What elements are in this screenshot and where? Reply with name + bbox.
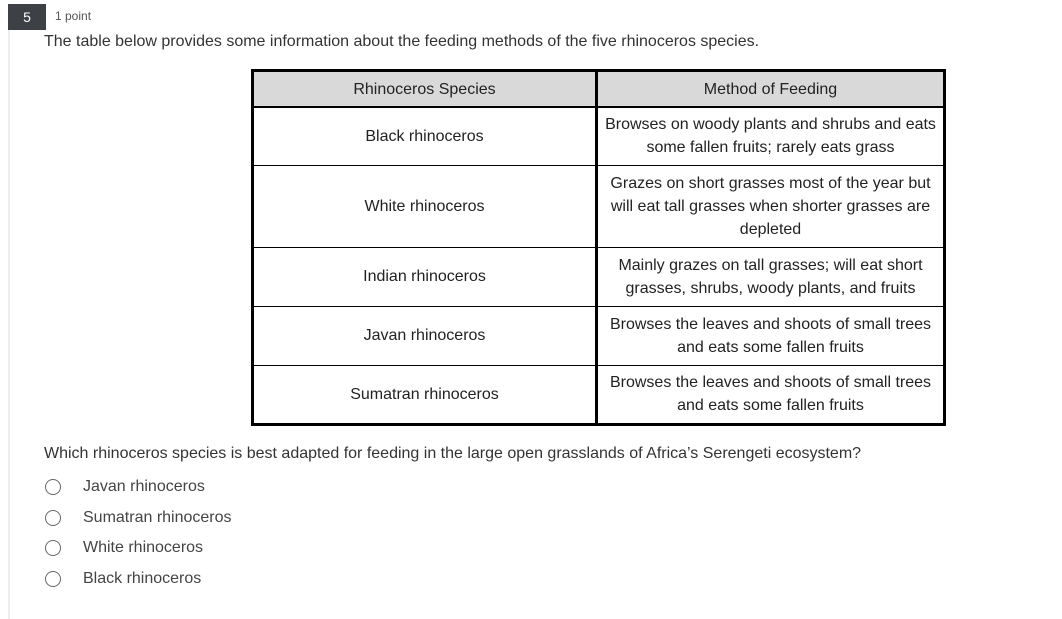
feeding-methods-table	[251, 69, 946, 426]
answer-option-label: Javan rhinoceros	[83, 478, 205, 496]
question-number-badge: 5	[8, 4, 46, 30]
answer-option-label: Sumatran rhinoceros	[83, 508, 232, 526]
answer-option-white[interactable]	[44, 533, 232, 564]
species-cell: Black rhinoceros	[253, 107, 597, 165]
radio-button-icon[interactable]	[45, 510, 61, 526]
table-header-row	[253, 71, 945, 108]
radio-button-icon[interactable]	[45, 540, 61, 556]
answer-option-label: White rhinoceros	[83, 539, 204, 557]
feeding-method-cell: Browses the leaves and shoots of small trees and eats some fallen fruits	[597, 306, 945, 365]
column-header-species: Rhinoceros Species	[253, 71, 597, 108]
answer-option-sumatran[interactable]	[44, 503, 232, 534]
species-cell: Indian rhinoceros	[253, 247, 597, 306]
left-divider	[8, 30, 10, 619]
feeding-method-cell: Browses the leaves and shoots of small trees and eats some fallen fruits	[597, 365, 945, 424]
feeding-method-cell: Mainly grazes on tall grasses; will eat short grasses, shrubs, woody plants, and fruits	[597, 247, 945, 306]
table-row	[253, 165, 945, 247]
question-prompt: Which rhinoceros species is best adapted for feeding in the large open grasslands of Africa’s Serengeti ecosystem?	[44, 445, 862, 462]
radio-button-icon[interactable]	[45, 571, 61, 587]
table-row	[253, 306, 945, 365]
answer-options	[44, 472, 232, 594]
answer-option-label: Black rhinoceros	[83, 569, 202, 587]
radio-button-icon[interactable]	[45, 479, 61, 495]
column-header-method: Method of Feeding	[597, 71, 945, 108]
species-cell: Javan rhinoceros	[253, 306, 597, 365]
feeding-method-cell: Browses on woody plants and shrubs and eats some fallen fruits; rarely eats grass	[597, 107, 945, 165]
species-cell: White rhinoceros	[253, 165, 597, 247]
question-points: 1 point	[55, 9, 92, 23]
answer-option-black[interactable]	[44, 564, 232, 595]
table-row	[253, 107, 945, 165]
feeding-method-cell: Grazes on short grasses most of the year but will eat tall grasses when shorter grasses are depleted	[597, 165, 945, 247]
table-row	[253, 247, 945, 306]
question-intro: The table below provides some information about the feeding methods of the five rhinoceros species.	[44, 33, 760, 50]
species-cell: Sumatran rhinoceros	[253, 365, 597, 424]
answer-option-javan[interactable]	[44, 472, 232, 503]
table-row	[253, 365, 945, 424]
